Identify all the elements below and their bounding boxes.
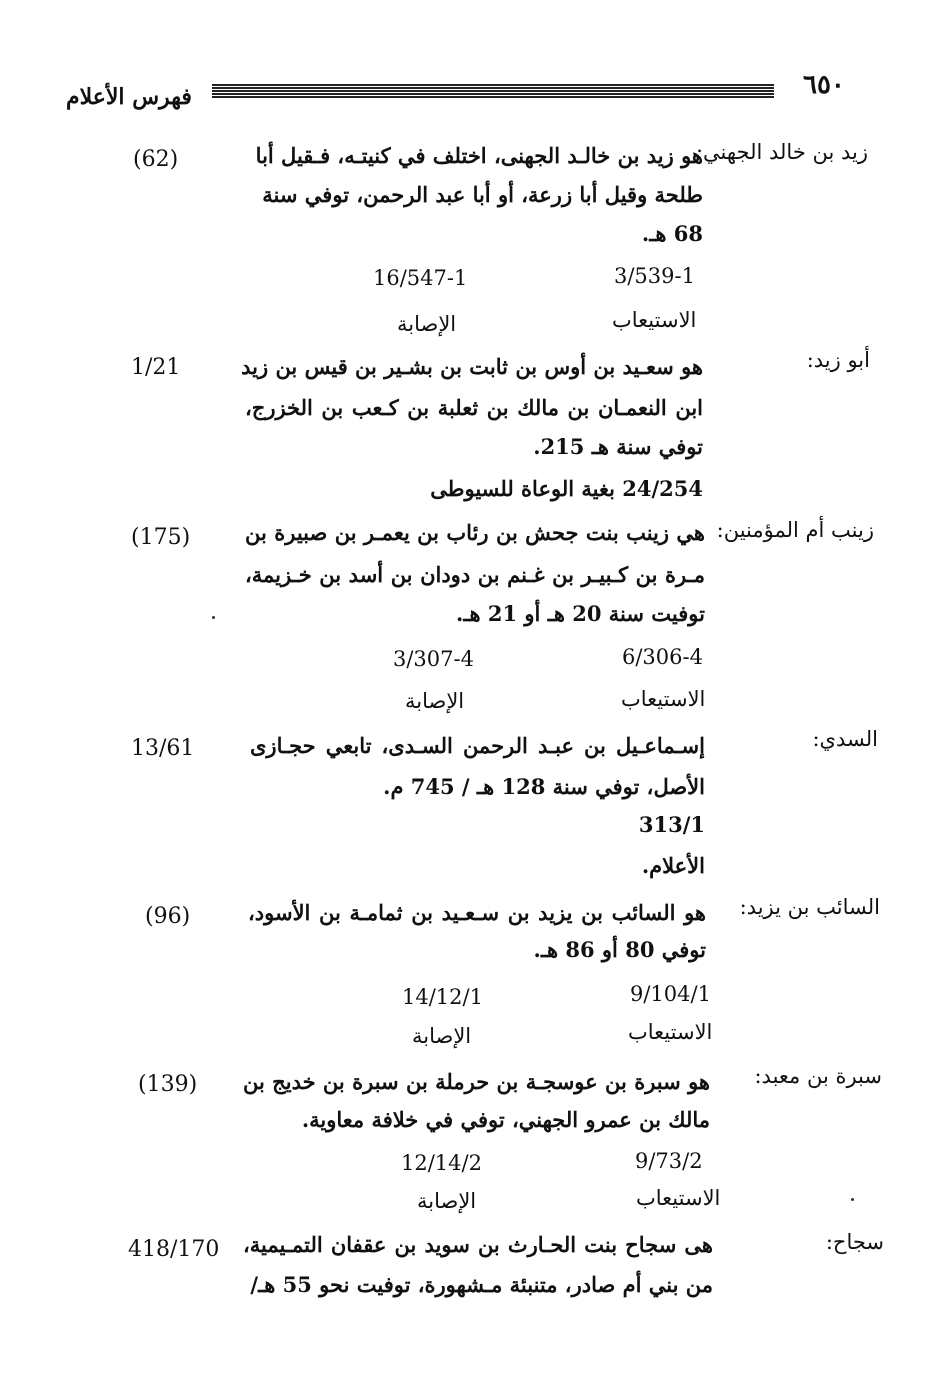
source-title: الإصابة [405,689,465,713]
entry-name: السدي: [812,727,878,751]
entry-line: مالك بن عمرو الجهني، توفي في خلافة معاوية. [301,1107,710,1132]
entry-line: هي زينب بنت جحش بن رئاب بن يعمـر بن صبيرة بن [245,520,705,545]
source-title: الاستيعاب [612,308,697,332]
source-title: الإصابة [412,1024,472,1048]
entry-ref: (139) [138,1072,198,1097]
entry-name: أبو زيد: [806,348,870,372]
entry-ref: 418/170 [128,1237,220,1262]
page-title: فهرس الأعلام [66,84,192,110]
entry-line: من بني أم صادر، متنبئة مـشهورة، توفيت نحو 55 هـ/ [250,1272,713,1297]
entry-name: سبرة بن معبد: [754,1064,882,1088]
ref-volume: 6/306-4 [622,645,703,669]
entry-line: هو سعـيد بن أوس بن ثابت بن بشـير بن قيس بن زيد [241,354,703,379]
entry-line: ابن النعمـان بن مالك بن ثعلبة بن كـعب بن الخزرج، [245,395,703,420]
entry-line: هى سجاح بنت الحـارث بن سويد بن عقفان التمـيمية، [243,1232,713,1257]
entry-line: الأعلام. [641,853,705,878]
ref-volume: 12/14/2 [401,1151,482,1175]
entry-line: توفيت سنة 20 هـ أو 21 هـ. [456,601,705,626]
ref-volume: 3/307-4 [393,647,474,671]
entry-line: مـرة بن كـبيـر بن غـنم بن دودان بن أسد بن خـزيمة، [245,562,705,587]
entry-ref: (175) [131,525,191,550]
entry-name: زينب أم المؤمنين: [716,518,874,542]
ref-volume: 16/547-1 [373,266,468,290]
entry-name: سجاح: [825,1230,884,1254]
entry-ref: 13/61 [131,736,195,761]
entry-line: 24/254 بغية الوعاة للسيوطى [430,476,703,501]
entry-name: السائب بن يزيد: [739,895,880,919]
ref-volume: 9/104/1 [630,982,711,1006]
page-number: ٦٥٠ [803,70,845,100]
source-title: الإصابة [397,312,457,336]
entry-ref: (96) [145,904,191,929]
entry-line: إسـماعـيل بن عبـد الرحمن السـدى، تابعي حجـازى [250,733,705,758]
header-rule [212,84,774,98]
entry-line: توفي سنة هـ 215. [533,434,703,459]
source-title: الاستيعاب [628,1020,713,1044]
source-title: الاستيعاب [636,1186,721,1210]
ref-volume: 9/73/2 [635,1149,703,1173]
source-title: الاستيعاب [621,687,706,711]
stray-dot [212,616,215,619]
entry-line: طلحة وقيل أبا زرعة، أو أبا عبد الرحمن، توفي سنة [262,182,703,207]
stray-dot [851,1198,854,1201]
ref-volume: 14/12/1 [402,985,483,1009]
entry-line: 313/1 [638,812,705,837]
entry-line: هو السائب بن يزيد بن سـعـيد بن ثمامـة بن الأسود، [248,900,706,925]
entry-line: هو زيد بن خالـد الجهنى، اختلف في كنيتـه، فـقيل أبا [255,143,703,168]
entry-ref: (62) [133,147,179,172]
entry-ref: 1/21 [131,355,181,380]
entry-line: توفي 80 أو 86 هـ. [533,937,706,962]
source-title: الإصابة [417,1189,477,1213]
entry-line: الأصل، توفي سنة 128 هـ / 745 م. [383,774,705,799]
entry-line: 68 هـ. [641,221,703,246]
ref-volume: 3/539-1 [614,264,695,288]
entry-name: زيد بن خالد الجهني: [695,140,868,164]
entry-line: هو سبرة بن عوسجـة بن حرملة بن سبرة بن خديج بن [243,1069,710,1094]
